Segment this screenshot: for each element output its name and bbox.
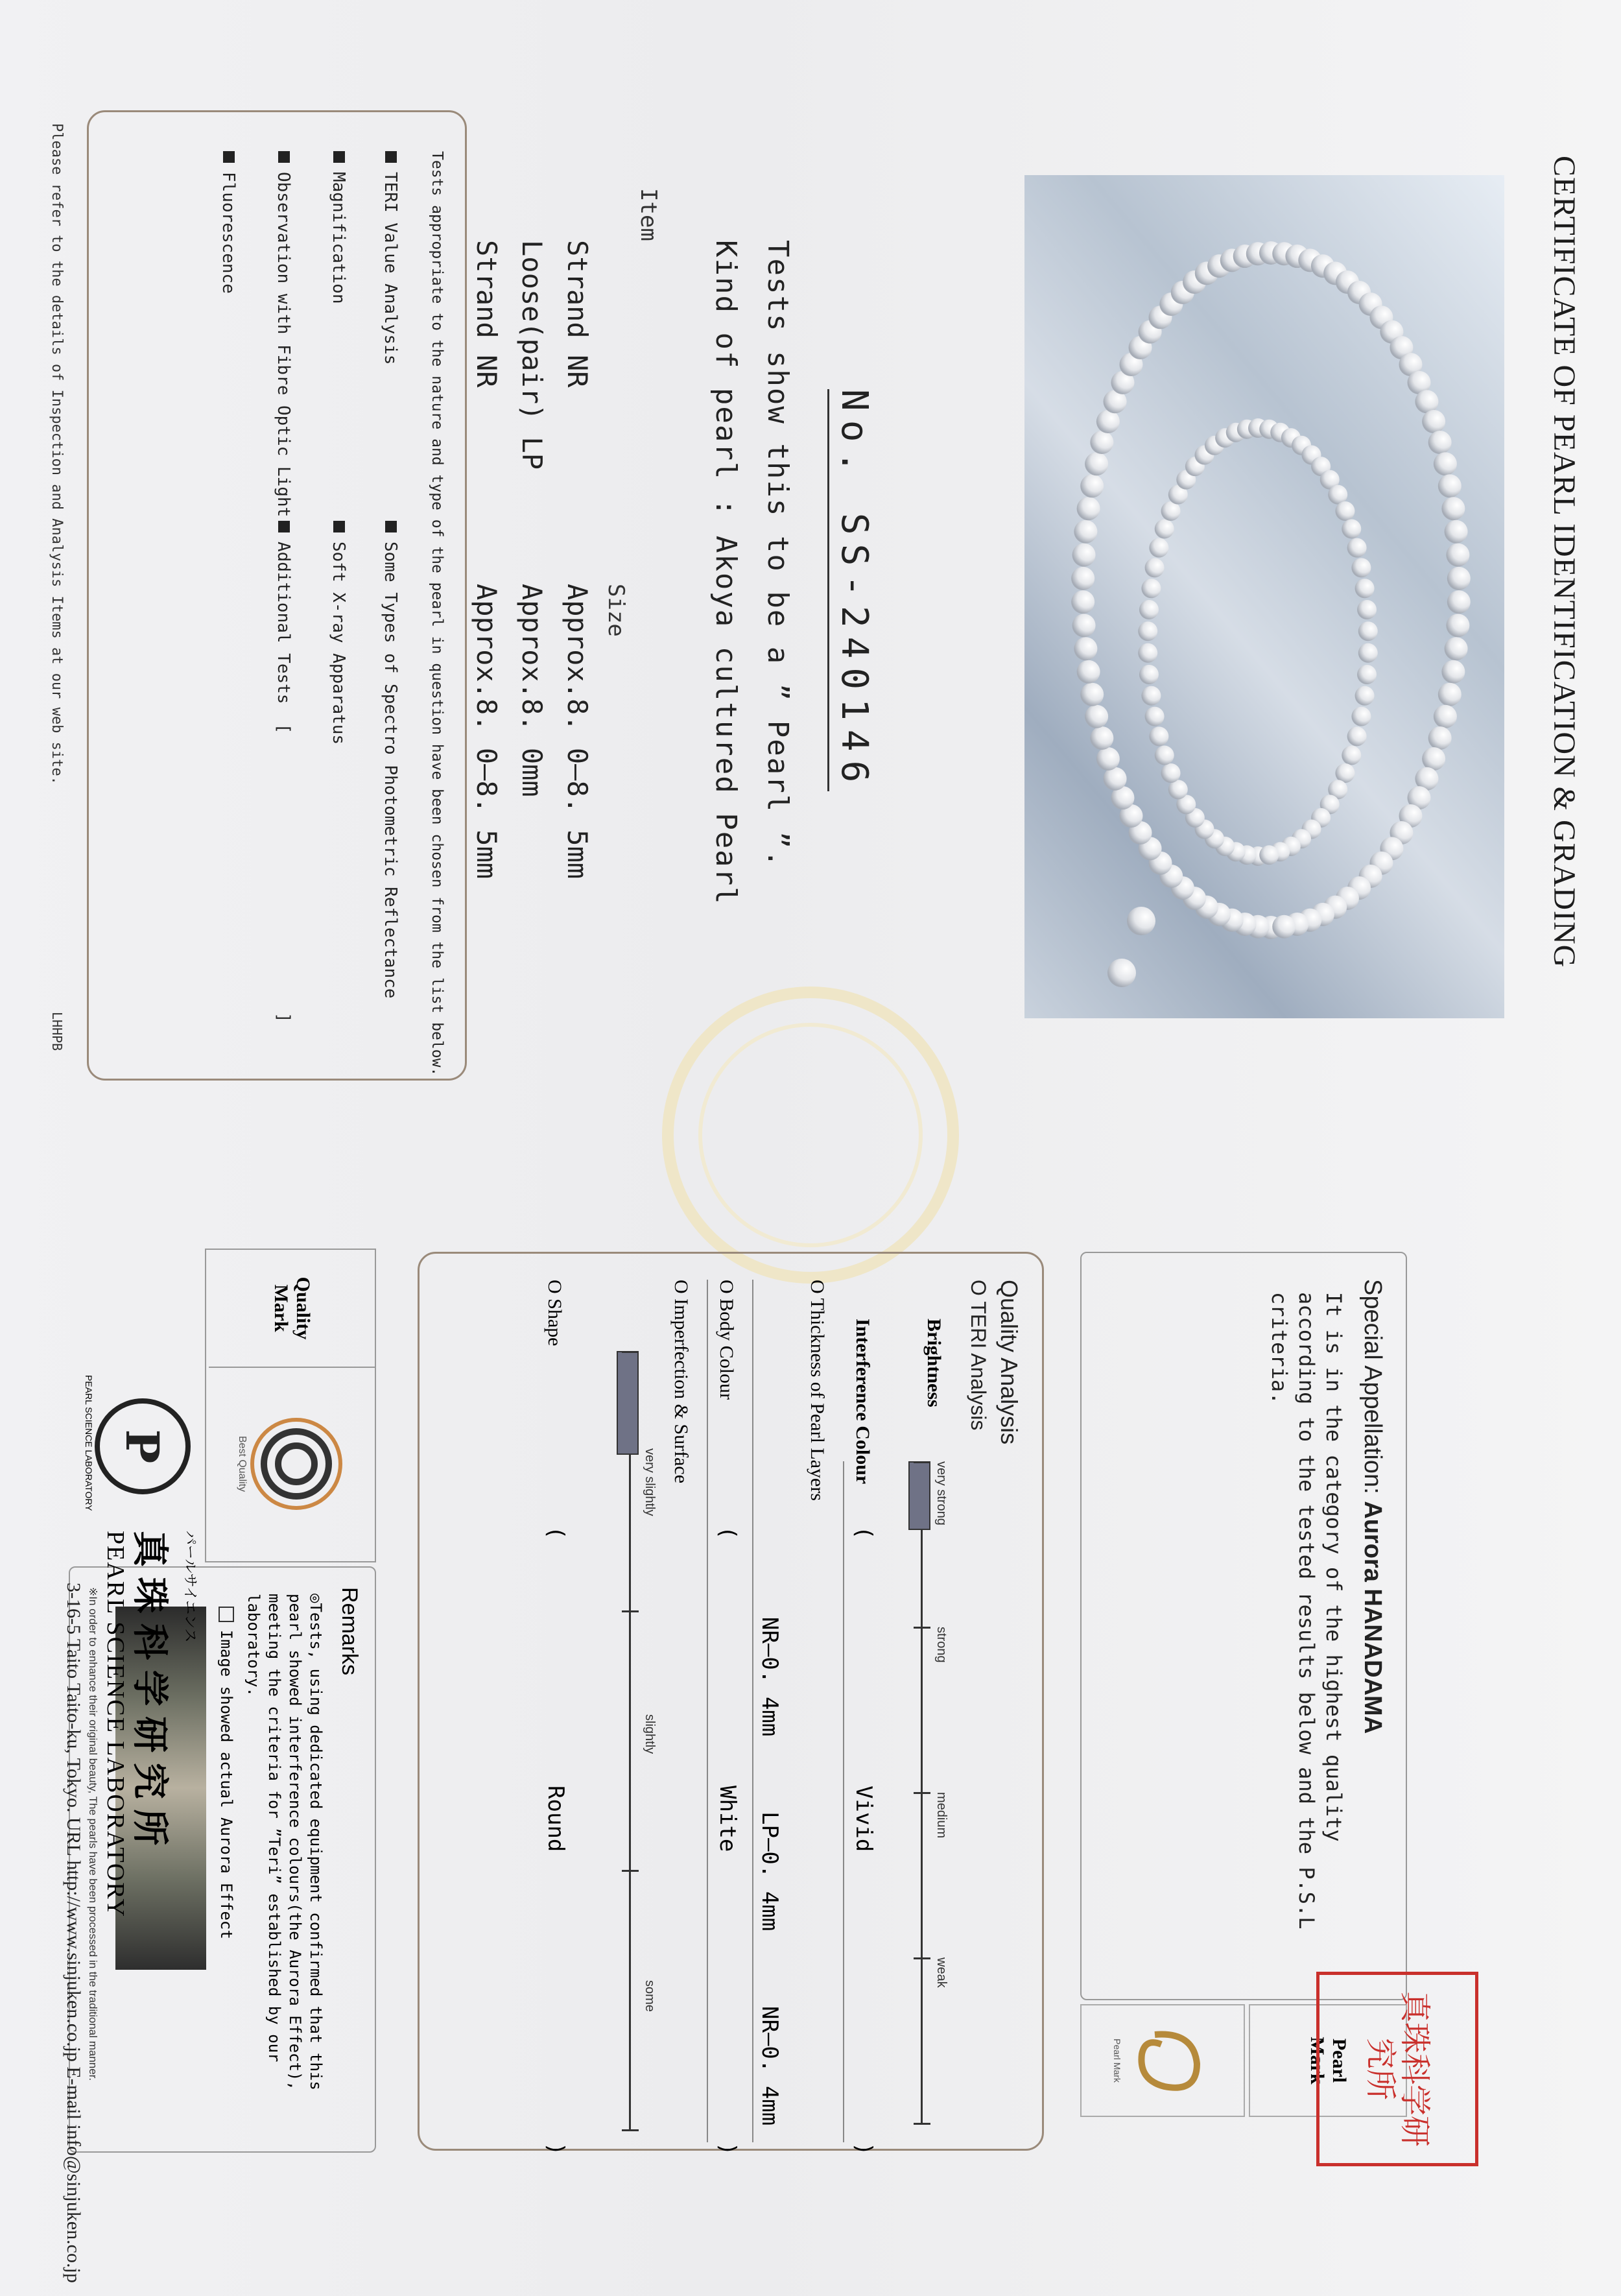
quality-mark-label-line2: Mark <box>270 1284 292 1332</box>
circle-marker-icon: O <box>670 1280 692 1294</box>
item-row-2-size: Approx.8. 0mm <box>516 584 548 797</box>
quality-badge-text: Best Quality <box>237 1435 248 1492</box>
brightness-scale-label: very strong <box>934 1461 949 1525</box>
pearl-bead <box>1272 915 1296 939</box>
checkbox-label: Image showed actual Aurora Effect <box>217 1630 235 1939</box>
pearl-strand-illustration <box>1024 175 1504 1018</box>
item-row-3-size: Approx.8. 0–8. 5mm <box>471 584 503 879</box>
test-item-label: Fluorescence <box>219 172 238 294</box>
interference-divider <box>843 1461 844 2142</box>
thickness-divider <box>752 1280 753 2142</box>
bullet-icon <box>333 151 345 163</box>
quality-mark-box <box>205 1249 376 1562</box>
pearl-bead <box>1335 501 1355 521</box>
pearl-bead <box>1145 707 1165 726</box>
shape-label-text: Shape <box>544 1298 565 1346</box>
aurora-effect-checkbox-row <box>217 1607 235 1939</box>
pearl-bead <box>1071 590 1094 614</box>
pearl-bead <box>1358 643 1378 663</box>
pearl-bead <box>1447 590 1471 614</box>
pearl-bead <box>1155 519 1174 538</box>
pearl-bead <box>1445 637 1468 660</box>
watermark-logo <box>648 973 973 1297</box>
pearl-bead <box>1351 558 1371 577</box>
pearl-bead <box>1080 474 1104 497</box>
pearl-bead <box>1441 497 1465 520</box>
imperfection-scale-label: very slightly <box>643 1448 657 1516</box>
pearl-bead <box>1071 567 1094 590</box>
special-appellation-text: It is in the category of the highest quality according to the tested results below and the P.S.L criteria. <box>1267 1292 1346 1930</box>
pearl-bead <box>1351 707 1371 726</box>
body-colour-label <box>715 1280 737 1400</box>
teri-title-text: TERI Analysis <box>967 1301 990 1431</box>
brightness-tick <box>914 1792 930 1794</box>
pearl-mark-logo-icon <box>1122 2022 1213 2099</box>
brightness-tick <box>914 1957 930 1959</box>
thickness-label-text: Thickness of Pearl Layers <box>807 1298 828 1501</box>
svg-text:P: P <box>115 1429 169 1464</box>
pearl-bead <box>1096 747 1120 771</box>
pearl-mark-logo-caption: Pearl Mark <box>1112 2039 1122 2083</box>
test-item-label: Soft X-ray Apparatus <box>329 542 348 745</box>
shape-open-paren: ( <box>543 1526 569 1540</box>
brightness-fill-bar <box>908 1461 930 1530</box>
pearl-bead <box>1357 600 1377 619</box>
imperfection-tick <box>622 1870 639 1872</box>
shape-value: Round <box>543 1786 569 1852</box>
imperfection-label <box>670 1280 692 1483</box>
quality-analysis-title: Quality Analysis <box>996 1280 1023 1445</box>
psl-small-name: PEARL SCIENCE LABORATORY <box>84 1375 94 1511</box>
circle-marker-icon: O <box>807 1280 828 1294</box>
pearl-bead <box>1145 558 1165 577</box>
pearl-bead <box>1085 452 1108 475</box>
pearl-bead <box>1422 747 1445 771</box>
pearl-bead <box>1347 726 1367 746</box>
pearl-bead <box>1447 567 1471 590</box>
quality-mark-label-cell <box>209 1250 375 1368</box>
special-label: Special Appellation: <box>1359 1279 1386 1494</box>
bullet-icon <box>278 521 290 532</box>
pearl-photo <box>1024 175 1504 1018</box>
interference-label: Interference Colour <box>852 1319 873 1485</box>
best-quality-badge-icon <box>248 1415 345 1513</box>
imperfection-tick <box>622 2129 639 2131</box>
pearl-bead <box>1149 726 1168 746</box>
checkbox-icon <box>219 1607 234 1622</box>
bullet-icon <box>385 521 397 532</box>
pearl-bead <box>1357 665 1377 684</box>
imperfection-axis <box>629 1351 631 2129</box>
test-item-xray <box>329 521 348 745</box>
interference-open-paren: ( <box>851 1526 877 1540</box>
brightness-scale <box>893 1461 951 2149</box>
pearl-bead <box>1090 431 1113 454</box>
test-item-fluorescence <box>219 151 238 294</box>
special-appellation-heading <box>1358 1279 1386 1734</box>
lab-japanese-name: 真 珠 科 学 研 究 所 <box>130 1531 171 1846</box>
seal-text: 真珠科学研究所 <box>1362 1991 1433 2147</box>
circle-marker-icon: O <box>967 1280 990 1296</box>
pearl-kind: Kind of pearl : Akoya cultured Pearl <box>709 240 742 905</box>
pearl-bead <box>1445 520 1468 544</box>
body-colour-value: White <box>715 1786 740 1852</box>
body-colour-label-text: Body Colour <box>716 1298 737 1400</box>
size-column-label: Size <box>603 584 629 637</box>
bullet-icon <box>333 521 345 532</box>
test-item-label: Some Types of Spectro Photometric Reflectance <box>381 542 400 999</box>
lab-address: 3-16-5 Taito Taito-ku, Tokyo. URL http://www.sinjuken.co.jp E-mail info@sinjuken.co.jp <box>63 1583 84 2283</box>
pearl-bead <box>1139 600 1159 619</box>
pearl-bead <box>1080 683 1104 706</box>
body-colour-divider <box>707 1280 708 2142</box>
teri-analysis-title <box>966 1280 990 1430</box>
bullet-icon <box>278 151 290 163</box>
pearl-bead <box>1259 845 1279 865</box>
pearl-bead <box>1342 746 1361 765</box>
quality-mark-badge <box>219 1380 362 1548</box>
body-colour-open-paren: ( <box>715 1526 740 1540</box>
pearl-bead <box>1138 621 1157 641</box>
thickness-value-3: NR–0. 4mm <box>757 2006 783 2126</box>
shape-close-paren: ) <box>543 2142 569 2156</box>
brightness-scale-label: medium <box>934 1792 949 1839</box>
pearl-statement: Tests show this to be a ” Pearl ”. <box>761 240 794 868</box>
pearl-bead <box>1141 579 1161 598</box>
imperfection-scale-label: slightly <box>643 1714 657 1754</box>
certificate-title: CERTIFICATE OF PEARL IDENTIFICATION & GRADING <box>1547 156 1581 968</box>
test-item-fibre-optic <box>274 151 293 517</box>
pearl-bead <box>1074 637 1097 660</box>
bullet-icon <box>223 151 235 163</box>
pearl-bead <box>1141 686 1161 706</box>
pearl-bead <box>1149 538 1168 558</box>
test-item-additional <box>274 521 293 1023</box>
thickness-label <box>806 1280 828 1501</box>
pearl-bead <box>1434 452 1457 475</box>
shape-label <box>543 1280 565 1346</box>
pearl-bead <box>1434 705 1457 728</box>
pearl-bead <box>1355 579 1375 598</box>
test-item-magnification <box>329 151 348 304</box>
brightness-scale-label: weak <box>934 1957 949 1988</box>
pearl-mark-label-line1: Pearl <box>1329 2038 1350 2083</box>
remarks-footnote: ※In order to enhance their original beauty, The pearls have been processed in the traditional manner. <box>87 1587 99 2081</box>
form-code: LHHPB <box>49 1012 65 1051</box>
pearl-bead <box>1074 520 1097 544</box>
pearl-bead <box>1438 474 1461 497</box>
brightness-tick <box>914 2123 930 2125</box>
body-colour-close-paren: ) <box>715 2142 740 2156</box>
circle-marker-icon: O <box>716 1280 737 1294</box>
quality-mark-label-line1: Quality <box>292 1276 314 1340</box>
pearl-bead <box>1077 497 1100 520</box>
brightness-scale-label: strong <box>934 1627 949 1663</box>
interference-close-paren: ) <box>851 2142 877 2156</box>
pearl-mark-logo-box <box>1080 2004 1245 2117</box>
test-item-spectro <box>381 521 400 998</box>
test-item-teri <box>381 151 400 365</box>
pearl-bead <box>1446 614 1469 637</box>
item-row-1-size: Approx.8. 0–8. 5mm <box>562 584 593 879</box>
pearl-bead <box>1422 410 1445 433</box>
circle-marker-icon: O <box>544 1280 565 1294</box>
tests-note: Please refer to the details of Inspection and Analysis Items at our web site. <box>49 123 65 785</box>
imperfection-fill-bar <box>617 1351 639 1455</box>
item-row-3-item: Strand NR <box>471 240 503 388</box>
pearl-bead <box>1355 686 1375 706</box>
pearl-bead <box>1104 767 1127 791</box>
interference-value: Vivid <box>851 1786 877 1852</box>
pearl-bead <box>1161 763 1181 783</box>
brightness-tick <box>914 1627 930 1629</box>
laboratory-seal <box>1316 1972 1478 2166</box>
test-item-label: Magnification <box>329 172 348 304</box>
pearl-bead <box>1441 660 1465 684</box>
pearl-bead <box>1138 643 1157 663</box>
pearl-bead <box>1347 538 1367 558</box>
certificate-number: No. SS-240146 <box>827 389 875 791</box>
bullet-icon <box>385 151 397 163</box>
test-item-label: Observation with Fibre Optic Light <box>274 172 293 518</box>
thickness-value-1: NR–0. 4mm <box>757 1617 783 1737</box>
pearl-bead <box>1139 665 1159 684</box>
imperfection-label-text: Imperfection & Surface <box>670 1298 692 1484</box>
remarks-text: ◎Tests, using dedicated equipment confirmed that this pearl showed interference colours(the Aurora Effect), meeting the criteria for ”Teri” established by our laboratory. <box>244 1594 325 2090</box>
pearl-bead <box>1438 683 1461 706</box>
pearl-bead <box>1155 746 1174 765</box>
pearl-bead <box>1072 614 1096 637</box>
item-row-2-item: Loose(pair) LP <box>516 240 548 470</box>
tests-box <box>87 110 467 1081</box>
pearl-bead <box>1358 621 1378 641</box>
item-row-1-item: Strand NR <box>562 240 593 388</box>
psl-logo-icon <box>91 1381 195 1511</box>
brightness-tick <box>914 1461 930 1463</box>
pearl-bead <box>1415 390 1438 413</box>
imperfection-tick <box>622 1351 639 1353</box>
pearl-bead <box>1077 660 1100 684</box>
item-column-label: Item <box>635 188 661 241</box>
pearl-bead <box>1085 705 1108 728</box>
pearl-bead <box>1072 544 1096 567</box>
brightness-label: Brightness <box>923 1319 945 1407</box>
thickness-value-2: LP–0. 4mm <box>757 1812 783 1931</box>
pearl-bead <box>1342 519 1361 538</box>
remarks-title: Remarks <box>337 1587 362 1676</box>
special-appellation-box <box>1080 1252 1407 2000</box>
additional-close-bracket: ] <box>274 1012 293 1023</box>
test-item-label: Additional Tests <box>274 542 293 704</box>
lab-kana: パールサイエンス <box>182 1531 198 1643</box>
imperfection-scale <box>601 1351 659 2149</box>
pearl-bead <box>1096 410 1120 433</box>
imperfection-scale-label: some <box>643 1980 657 2012</box>
pearl-bead <box>1446 544 1469 567</box>
pearl-bead <box>1428 431 1452 454</box>
additional-open-bracket: [ <box>274 723 293 734</box>
tests-intro: Tests appropriate to the nature and type of the pearl in question have been chosen from the list below. <box>429 151 445 1077</box>
pearl-bead <box>1428 726 1452 750</box>
lab-english-name: PEARL SCIENCE LABORATORY <box>102 1531 129 1918</box>
imperfection-tick <box>622 1610 639 1612</box>
test-item-label: TERI Value Analysis <box>381 172 400 365</box>
quality-analysis-box <box>418 1252 1044 2156</box>
pearl-mark-label-line2: Mark <box>1307 2037 1328 2085</box>
pearl-bead <box>1090 726 1113 750</box>
special-appellation-value: Aurora HANADAMA <box>1359 1501 1386 1734</box>
